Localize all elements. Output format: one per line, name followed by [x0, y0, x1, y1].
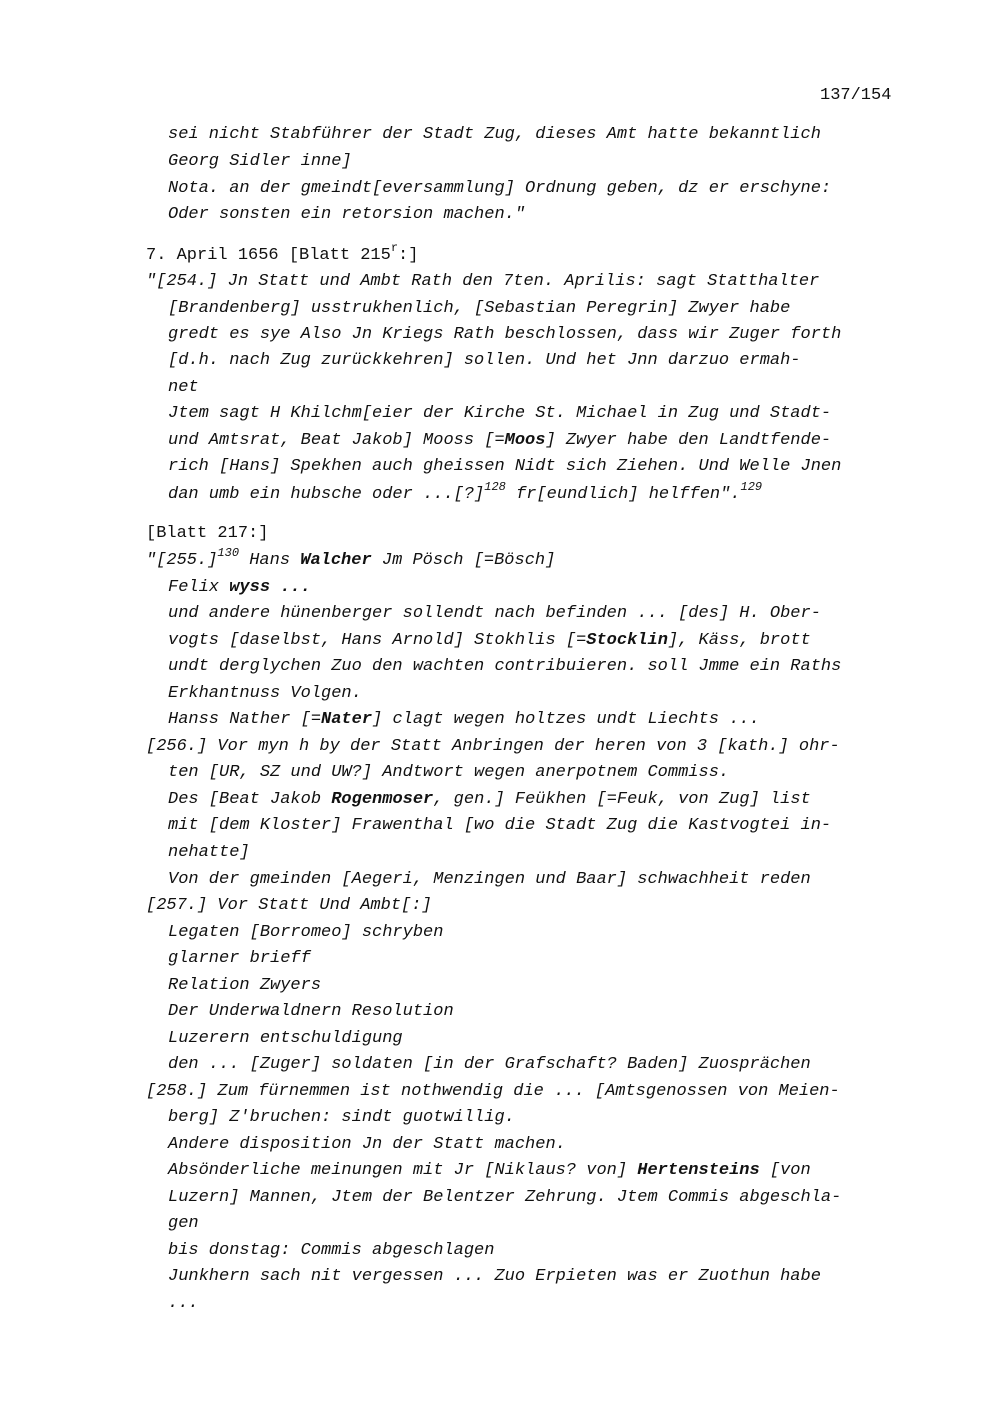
text-line: [257.] Vor Statt Und Ambt[:]: [146, 896, 432, 915]
text-line: Jtem sagt H Khilchm[eier der Kirche St. Michael in Zug und Stadt-: [168, 404, 832, 423]
text-line: [256.] Vor myn h by der Statt Anbringen der heren von 3 [kath.] ohr-: [146, 737, 840, 756]
text-line: undt derglychen Zuo den wachten contribuieren. soll Jmme ein Raths: [168, 657, 842, 676]
text-line: sei nicht Stabführer der Stadt Zug, dieses Amt hatte bekanntlich: [168, 125, 821, 144]
text-line: Luzerern entschuldigung: [168, 1029, 403, 1048]
text-line: Der Underwaldnern Resolution: [168, 1002, 454, 1021]
text-line: [Brandenberg] usstrukhenlich, [Sebastian Peregrin] Zwyer habe: [168, 299, 791, 318]
text-line: Erkhantnuss Volgen.: [168, 684, 362, 703]
text-line: vogts [daselbst, Hans Arnold] Stokhlis [=Stocklin], Käss, brott: [168, 631, 811, 650]
text-line: Des [Beat Jakob Rogenmoser, gen.] Feükhen [=Feuk, von Zug] list: [168, 790, 811, 809]
text-line: Georg Sidler inne]: [168, 152, 352, 171]
text-line: gredt es sye Also Jn Kriegs Rath beschlossen, dass wir Zuger forth: [168, 325, 842, 344]
footnote-ref: 129: [740, 480, 763, 494]
footnote-ref: 130: [217, 546, 240, 560]
text-line: Nota. an der gmeindt[eversammlung] Ordnung geben, dz er erschyne:: [168, 179, 832, 198]
text-line: Andere disposition Jn der Statt machen.: [168, 1135, 566, 1154]
text-line: rich [Hans] Spekhen auch gheissen Nidt sich Ziehen. Und Welle Jnen: [168, 457, 842, 476]
text-line: [d.h. nach Zug zurückkehren] sollen. Und het Jnn darzuo ermah-: [168, 351, 801, 370]
text-line: Hanss Nather [=Nater] clagt wegen holtzes undt Liechts ...: [168, 710, 760, 729]
text-line: Legaten [Borromeo] schryben: [168, 923, 444, 942]
date-heading: 7. April 1656 [Blatt 215$^r$:]: [146, 241, 419, 265]
text-line: Absönderliche meinungen mit Jr [Niklaus? von] Hertensteins [von: [168, 1161, 811, 1180]
text-line: den ... [Zuger] soldaten [in der Grafschaft? Baden] Zuosprächen: [168, 1055, 811, 1074]
blatt-heading: [Blatt 217:]: [146, 524, 269, 543]
text-line: "[254.] Jn Statt und Ambt Rath den 7ten. Aprilis: sagt Statthalter: [146, 272, 820, 291]
text-line: Von der gmeinden [Aegeri, Menzingen und Baar] schwachheit reden: [168, 870, 811, 889]
text-line: Oder sonsten ein retorsion machen.": [168, 205, 526, 224]
text-line: gen: [168, 1214, 199, 1233]
text-line: net: [168, 378, 199, 397]
text-line: und Amtsrat, Beat Jakob] Mooss [=Moos] Zwyer habe den Landtfende-: [168, 431, 832, 450]
page-number: 137/154: [820, 86, 892, 105]
text-line: "$[255.]^{130}$ Hans Walcher Jm Pösch [=Bösch]: [146, 546, 556, 570]
text-line: Relation Zwyers: [168, 976, 322, 995]
text-line: ...: [168, 1294, 199, 1313]
text-line: glarner brieff: [168, 949, 311, 968]
text-line: [258.] Zum fürnemmen ist nothwendig die ... [Amtsgenossen von Meien-: [146, 1082, 840, 1101]
text-line: nehatte]: [168, 843, 250, 862]
text-line: berg] Z'bruchen: sindt guotwillig.: [168, 1108, 515, 1127]
text-line: Luzern] Mannen, Jtem der Belentzer Zehrung. Jtem Commis abgeschla-: [168, 1188, 842, 1207]
text-line: ten [UR, SZ und UW?] Andtwort wegen anerpotnem Commiss.: [168, 763, 730, 782]
text-line: mit [dem Kloster] Frawenthal [wo die Stadt Zug die Kastvogtei in-: [168, 816, 832, 835]
text-line: Junkhern sach nit vergessen ... Zuo Erpieten was er Zuothun habe: [168, 1267, 821, 1286]
text-line: dan umb ein hubsche oder ...[?]$^{128}$ fr[eundlich] helffen".$^{129}$: [168, 480, 763, 504]
footnote-ref: 128: [484, 480, 506, 494]
text-line: und andere hünenberger sollendt nach befinden ... [des] H. Ober-: [168, 604, 821, 623]
text-line: Felix wyss ...: [168, 578, 311, 597]
text-line: bis donstag: Commis abgeschlagen: [168, 1241, 495, 1260]
